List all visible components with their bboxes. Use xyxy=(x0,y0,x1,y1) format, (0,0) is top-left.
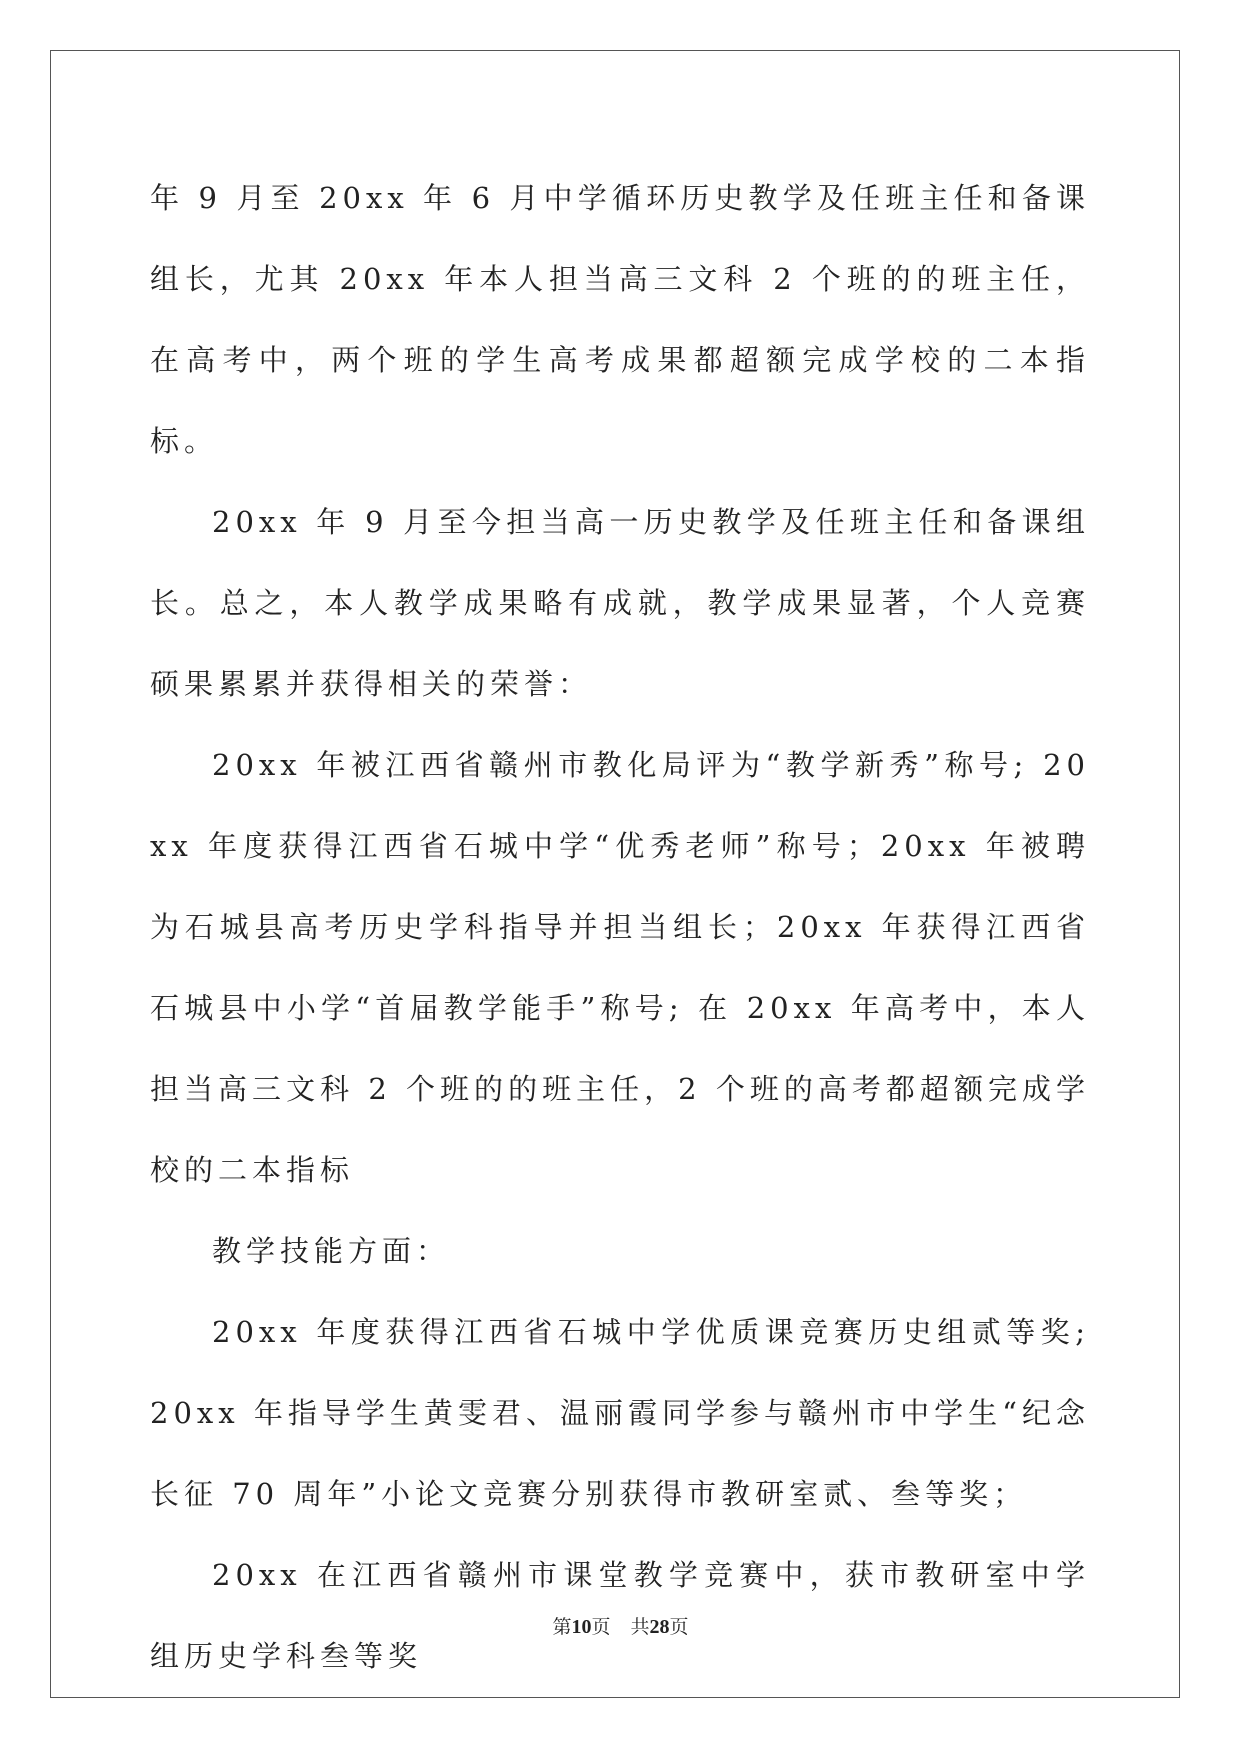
paragraph-6: 20xx 在江西省赣州市课堂教学竞赛中，获市教研室中学组历史学科叁等奖 xyxy=(150,1558,1090,1673)
page-prefix: 第 xyxy=(552,1616,572,1638)
paragraph-1: 年 9 月至 20xx 年 6 月中学循环历史教学及任班主任和备课组长，尤其 20xx 年本人担当高三文科 2 个班的的班主任，在高考中，两个班的学生高考成果都超额完成学校的二本指标。 xyxy=(150,181,1090,458)
total-prefix: 共 xyxy=(630,1616,650,1638)
paragraph-3: 20xx 年被江西省赣州市教化局评为“教学新秀”称号; 20xx 年度获得江西省石城中学“优秀老师”称号；20xx 年被聘为石城县高考历史学科指导并担当组长；20xx 年获得江西省石城县中小学“首届教学能手”称号; 在 20xx 年高考中，本人担当高三文科 2 个班的的班主任，2 个班的高考都超额完成学校的二本指标 xyxy=(150,748,1090,1187)
paragraph-5: 20xx 年度获得江西省石城中学优质课竞赛历史组贰等奖; 20xx 年指导学生黄雯君、温丽霞同学参与赣州市中学生“纪念长征 70 周年”小论文竞赛分别获得市教研室贰、叁等奖； xyxy=(150,1315,1105,1511)
total-suffix: 页 xyxy=(669,1616,689,1638)
page-total: 28 xyxy=(649,1616,670,1638)
document-body xyxy=(150,158,1105,1697)
paragraph-4: 教学技能方面： xyxy=(212,1234,451,1268)
paragraph-2: 20xx 年 9 月至今担当高一历史教学及任班主任和备课组长。总之，本人教学成果略有成就，教学成果显著，个人竞赛硕果累累并获得相关的荣誉： xyxy=(150,505,1090,701)
page-footer xyxy=(0,1612,1241,1639)
page-suffix: 页 xyxy=(591,1616,611,1638)
page-current: 10 xyxy=(571,1616,592,1638)
